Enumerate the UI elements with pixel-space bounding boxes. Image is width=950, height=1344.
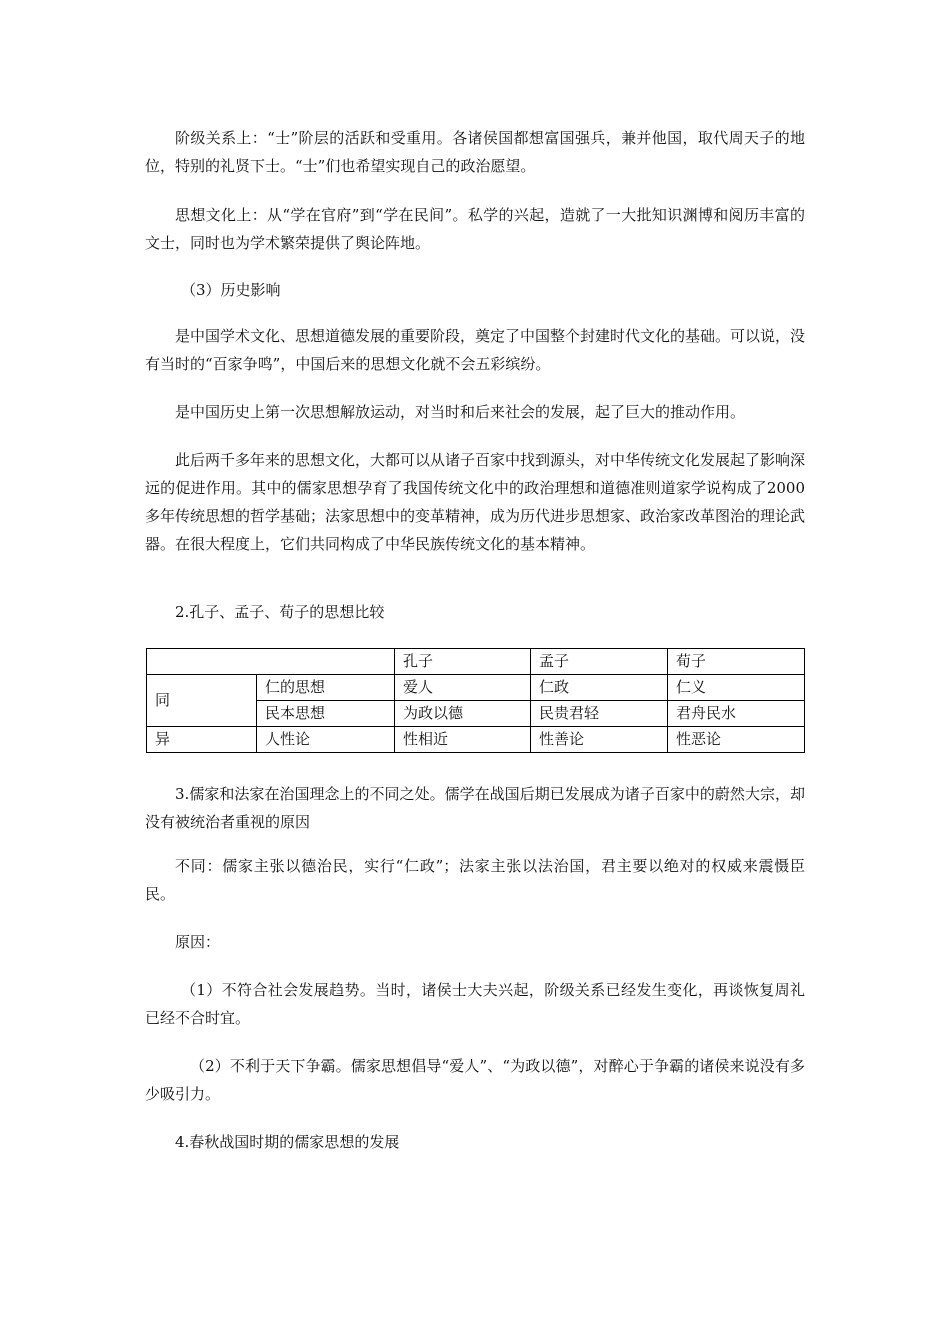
table-group-diff: 异: [147, 727, 257, 753]
table-cell: 仁政: [531, 675, 668, 701]
table-row-label: 人性论: [257, 727, 395, 753]
table-cell: 性相近: [395, 727, 531, 753]
heading-confucian-development: 4.春秋战国时期的儒家思想的发展: [175, 1133, 400, 1151]
table-cell: 为政以德: [395, 701, 531, 727]
paragraph-reason-2: （2）不利于天下争霸。儒家思想倡导“爱人”、“为政以德”，对醉心于争霸的诸侯来说没有多少吸引力。: [145, 1057, 805, 1103]
table-cell: 仁义: [668, 675, 805, 701]
table-row-label: 仁的思想: [257, 675, 395, 701]
table-group-same: 同: [147, 675, 257, 727]
comparison-table: [146, 648, 805, 753]
table-header-cell: 孔子: [395, 649, 531, 675]
table-cell: 性善论: [531, 727, 668, 753]
paragraph-impact-2: 是中国历史上第一次思想解放运动，对当时和后来社会的发展，起了巨大的推动作用。: [175, 403, 746, 421]
paragraph-reason-1: （1）不符合社会发展趋势。当时，诸侯士大夫兴起，阶级关系已经发生变化，再谈恢复周礼已经不合时宜。: [145, 981, 805, 1027]
table-header-cell: 孟子: [531, 649, 668, 675]
table-row: [147, 727, 805, 753]
paragraph-class-relations: 阶级关系上：“士”阶层的活跃和受重用。各诸侯国都想富国强兵，兼并他国，取代周天子的地位，特别的礼贤下士。“士”们也希望实现自己的政治愿望。: [145, 129, 805, 175]
heading-historical-impact: （3）历史影响: [181, 281, 281, 299]
table-cell: 性恶论: [668, 727, 805, 753]
table-row-label: 民本思想: [257, 701, 395, 727]
table-header-row: [147, 649, 805, 675]
heading-confucian-legalist: 3.儒家和法家在治国理念上的不同之处。儒学在战国后期已发展成为诸子百家中的蔚然大宗，却没有被统治者重视的原因: [145, 785, 805, 831]
heading-thought-comparison: 2.孔子、孟子、荀子的思想比较: [175, 603, 385, 621]
paragraph-reasons-label: 原因：: [175, 933, 221, 951]
table-cell: 爱人: [395, 675, 531, 701]
paragraph-impact-3: 此后两千多年来的思想文化，大都可以从诸子百家中找到源头，对中华传统文化发展起了影响深远的促进作用。其中的儒家思想孕育了我国传统文化中的政治理想和道德准则道家学说构成了2000多年传统思想的哲学基础；法家思想中的变革精神，成为历代进步思想家、政治家改革图治的理论武器。在很大程度上，它们共同构成了中华民族传统文化的基本精神。: [145, 451, 806, 553]
paragraph-thought-culture: 思想文化上：从“学在官府”到“学在民间”。私学的兴起，造就了一大批知识渊博和阅历丰富的文士，同时也为学术繁荣提供了舆论阵地。: [145, 206, 805, 252]
table-cell: 民贵君轻: [531, 701, 668, 727]
table-corner-cell: [147, 649, 395, 675]
table-row: [147, 675, 805, 701]
table-header-cell: 荀子: [668, 649, 805, 675]
table-cell: 君舟民水: [668, 701, 805, 727]
paragraph-differences: 不同：儒家主张以德治民，实行“仁政”；法家主张以法治国，君主要以绝对的权威来震慑臣民。: [145, 857, 805, 903]
paragraph-impact-1: 是中国学术文化、思想道德发展的重要阶段，奠定了中国整个封建时代文化的基础。可以说，没有当时的“百家争鸣”，中国后来的思想文化就不会五彩缤纷。: [145, 327, 806, 373]
